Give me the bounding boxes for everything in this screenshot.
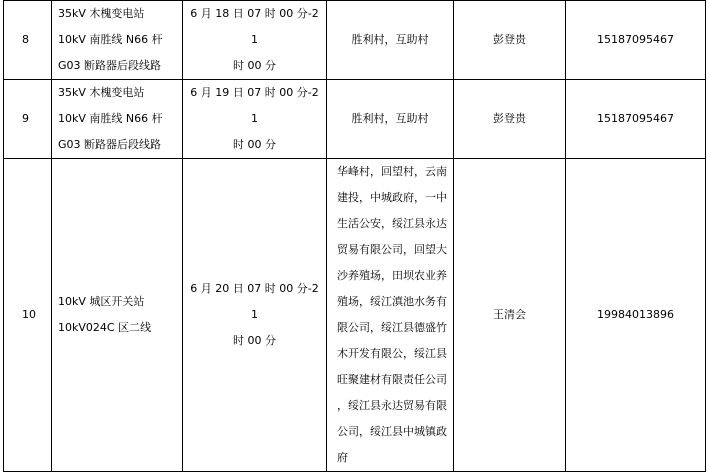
contact-person: 彭登贵	[454, 80, 566, 159]
line-name: 35kV 木槐变电站 10kV 南胜线 N66 杆 G03 断路器后段线路	[52, 1, 183, 80]
row-number: 10	[4, 159, 52, 472]
contact-phone: 19984013896	[566, 159, 706, 472]
table-row	[4, 159, 706, 472]
contact-phone: 15187095467	[566, 80, 706, 159]
row-number: 8	[4, 1, 52, 80]
outage-time: 6 月 20 日 07 时 00 分-21 时 00 分	[183, 159, 327, 472]
affected-area: 胜利村，互助村	[327, 1, 454, 80]
outage-schedule-table	[3, 0, 706, 472]
contact-phone: 15187095467	[566, 1, 706, 80]
outage-time: 6 月 18 日 07 时 00 分-21 时 00 分	[183, 1, 327, 80]
affected-area: 华峰村，回望村，云南 建投，中城政府，一中 生活公安，绥江县永达 贸易有限公司，回望大 沙养殖场，田坝农业养 殖场，绥江滇池水务有 限公司，绥江县德盛竹 木开发有限公，绥江县 旺聚建材有限责任公司 ，绥江县永达贸易有限 公司，绥江县中城镇政 府	[327, 159, 454, 472]
table-row	[4, 80, 706, 159]
contact-person: 彭登贵	[454, 1, 566, 80]
row-number: 9	[4, 80, 52, 159]
table-row	[4, 1, 706, 80]
line-name: 35kV 木槐变电站 10kV 南胜线 N66 杆 G03 断路器后段线路	[52, 80, 183, 159]
contact-person: 王清会	[454, 159, 566, 472]
line-name: 10kV 城区开关站 10kV024C 区二线	[52, 159, 183, 472]
affected-area: 胜利村，互助村	[327, 80, 454, 159]
outage-time: 6 月 19 日 07 时 00 分-21 时 00 分	[183, 80, 327, 159]
